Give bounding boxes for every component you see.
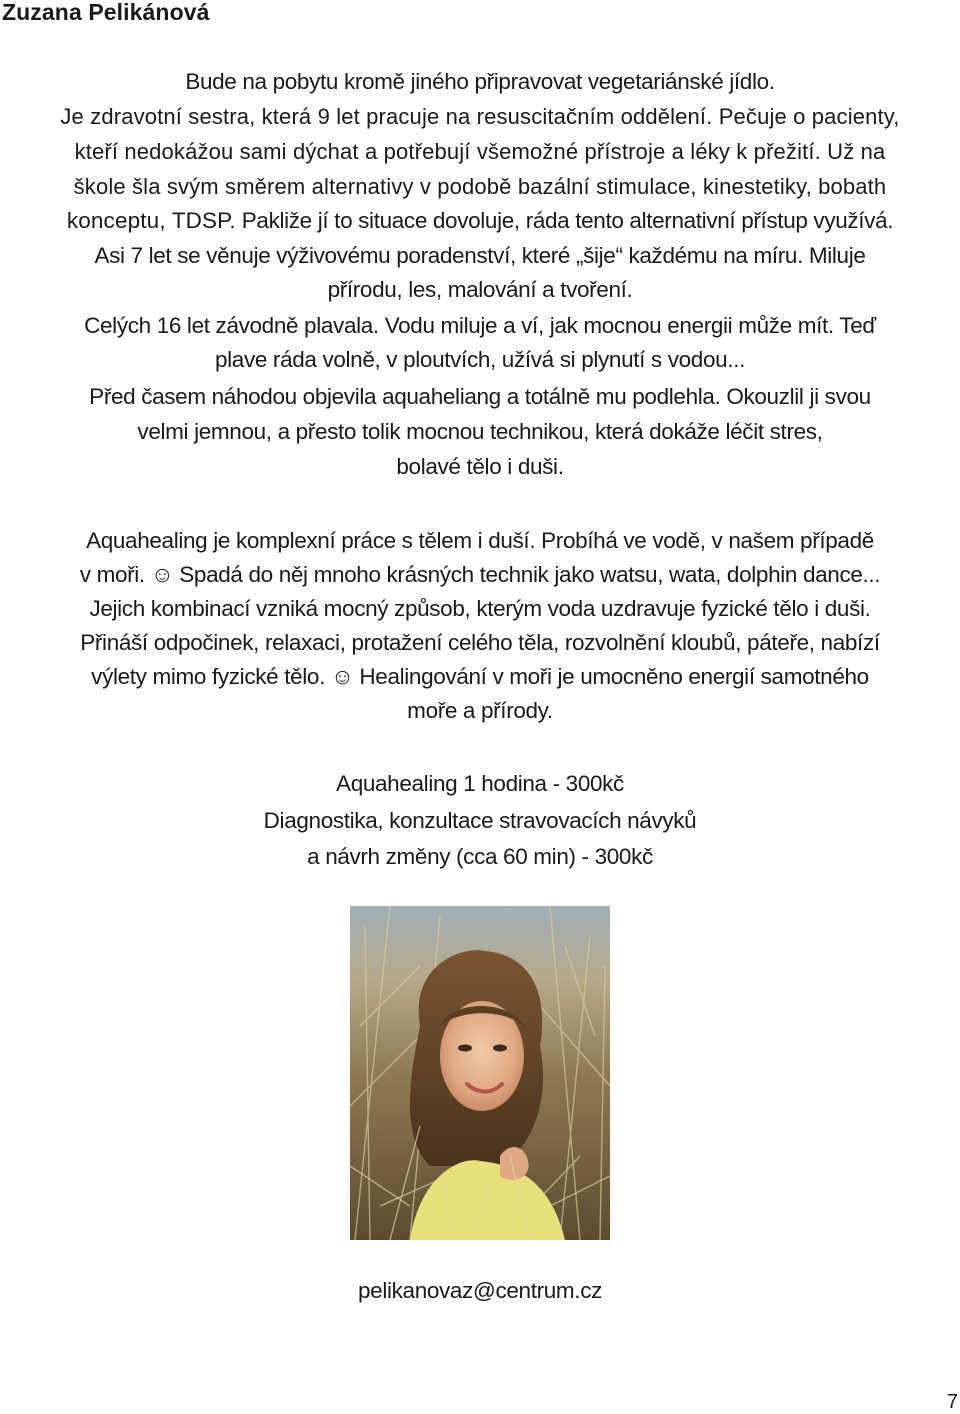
text-line: velmi jemnou, a přesto tolik mocnou technikou, která dokáže léčit stres, bbox=[137, 419, 823, 444]
text-line bbox=[0, 206, 960, 236]
contact-email[interactable]: pelikanovaz@centrum.cz bbox=[358, 1278, 602, 1303]
text-line: bolavé tělo i duši. bbox=[396, 454, 564, 479]
text-line: Aquahealing je komplexní práce s tělem i duší. Probíhá ve vodě, v našem případě bbox=[86, 528, 874, 553]
text-segment: Pakliže jí to situace dovoluje, ráda tento alternativní přístup využívá. bbox=[235, 208, 894, 233]
text-line: Bude na pobytu kromě jiného připravovat vegetariánské jídlo. bbox=[185, 69, 775, 94]
text-line: Je zdravotní sestra, která 9 let pracuje na resuscitačním oddělení. Pečuje o pacienty, bbox=[60, 104, 900, 129]
text-line: Před časem náhodou objevila aquaheliang a totálně mu podlehla. Okouzlil ji svou bbox=[89, 384, 871, 409]
text-line: Aquahealing 1 hodina - 300kč bbox=[336, 771, 624, 796]
text-line: kteří nedokážou sami dýchat a potřebují všemožné přístroje a léky k přežití. Už na bbox=[74, 139, 886, 164]
text-line: v moři. ☺ Spadá do něj mnoho krásných technik jako watsu, wata, dolphin dance... bbox=[79, 562, 881, 587]
portrait-photo bbox=[350, 906, 610, 1240]
text-line: přírodu, les, malování a tvoření. bbox=[327, 277, 633, 302]
text-segment: konceptu, TDSP. bbox=[66, 208, 236, 233]
text-line: Celých 16 let závodně plavala. Vodu miluje a ví, jak mocnou energii může mít. Teď bbox=[84, 313, 876, 338]
page-number: 7 bbox=[946, 1391, 958, 1413]
text-line: výlety mimo fyzické tělo. ☺ Healingování v moři je umocněno energií samotného bbox=[91, 664, 869, 689]
text-line: plave ráda volně, v ploutvích, užívá si plynutí s vodou... bbox=[214, 347, 745, 372]
text-line: Diagnostika, konzultace stravovacích návyků bbox=[263, 808, 697, 833]
text-line: a návrh změny (cca 60 min) - 300kč bbox=[307, 844, 653, 869]
text-line: Asi 7 let se věnuje výživovému poradenství, které „šije“ každému na míru. Miluje bbox=[94, 243, 866, 268]
text-line: škole šla svým směrem alternativy v podobě bazální stimulace, kinestetiky, bobath bbox=[73, 174, 887, 199]
text-line: Přináší odpočinek, relaxaci, protažení celého těla, rozvolnění kloubů, páteře, nabízí bbox=[80, 630, 880, 655]
text-line: moře a přírody. bbox=[407, 698, 553, 723]
text-line: Jejich kombinací vzniká mocný způsob, kterým voda uzdravuje fyzické tělo i duši. bbox=[89, 596, 871, 621]
page-title: Zuzana Pelikánová bbox=[2, 0, 210, 25]
